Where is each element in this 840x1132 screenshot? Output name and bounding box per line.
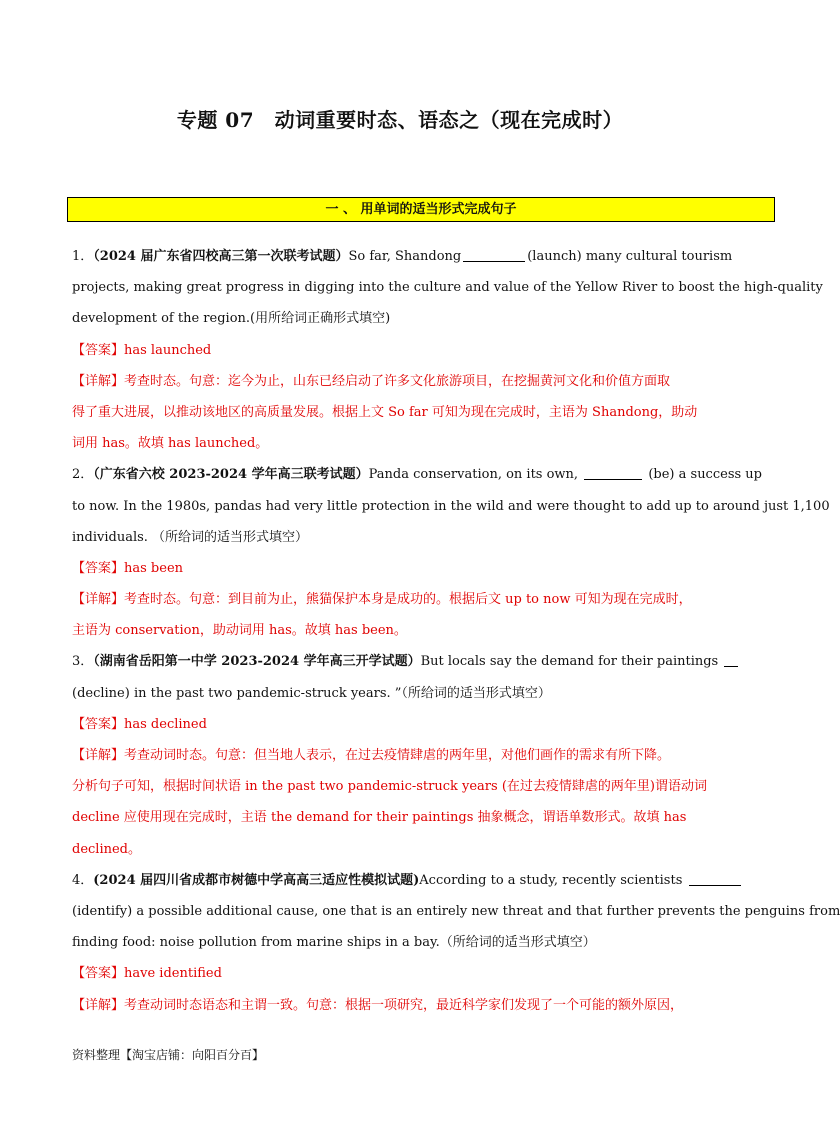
q3-line-2: (decline) in the past two pandemic-struck years. ”（所给词的适当形式填空）	[72, 685, 551, 701]
q4-line-1	[72, 865, 732, 896]
question-list	[72, 241, 840, 1021]
q1-text: (launch) many cultural tourism	[527, 249, 733, 264]
q2-text: (be) a success up	[648, 467, 762, 483]
q4-line-2: (identify) a possible additional cause, one that is an entirely new threat and that further prevents the penguins from	[72, 903, 840, 919]
q2-line-2: to now. In the 1980s, pandas had very little protection in the wild and were thought to add up to around just 1,100	[72, 498, 830, 514]
q1-blank	[463, 247, 525, 262]
q4-answer: 【答案】have identified	[72, 966, 222, 982]
q1-line-2: projects, making great progress in digging into the culture and value of the Yellow River to boost the high-quality	[72, 280, 823, 296]
q4-detail-1: 【详解】考查动词时态语态和主谓一致。句意：根据一项研究，最近科学家们发现了一个可能的额外原因，	[72, 997, 684, 1013]
page-title: 专题 07 动词重要时态、语态之（现在完成时）	[176, 108, 624, 132]
q2-blank	[584, 465, 642, 480]
q4-text: According to a study, recently scientists	[419, 872, 683, 888]
q1-source: （2024 届广东省四校高三第一次联考试题）	[93, 249, 349, 264]
q2-detail-2: 主语为 conservation，助动词用 has。故填 has been。	[72, 623, 407, 639]
footer-note: 资料整理【淘宝店铺：向阳百分百】	[72, 1048, 265, 1062]
q4-blank	[689, 871, 741, 886]
q1-line-1	[72, 241, 732, 272]
q1-text: So far, Shandong	[348, 249, 462, 264]
q2-answer: 【答案】has been	[72, 560, 184, 576]
q3-number: 3．	[72, 654, 94, 670]
q1-detail-3: 词用 has。故填 has launched。	[72, 436, 269, 452]
q2-source: （广东省六校 2023-2024 学年高三联考试题）	[93, 467, 369, 483]
q3-answer: 【答案】has declined	[72, 716, 207, 732]
q3-detail-1: 【详解】考查动词时态。句意：但当地人表示，在过去疫情肆虐的两年里，对他们画作的需求有所下降。	[72, 748, 671, 763]
q3-source: （湖南省岳阳第一中学 2023-2024 学年高三开学试题）	[93, 654, 421, 670]
q4-line-3: finding food: noise pollution from marine ships in a bay.（所给词的适当形式填空）	[72, 935, 596, 951]
q1-number: 1．	[72, 249, 94, 264]
q2-text: Panda conservation, on its own,	[368, 467, 579, 483]
q3-text: But locals say the demand for their paintings	[420, 654, 719, 670]
q3-detail-2: 分析句子可知，根据时间状语 in the past two pandemic-struck years (在过去疫情肆虐的两年里)谓语动词	[72, 779, 707, 795]
q2-line-1	[72, 459, 762, 490]
q4-source: (2024 届四川省成都市树德中学高高三适应性模拟试题)	[93, 872, 420, 888]
section-heading: 一 、 用单词的适当形式完成句子	[67, 197, 775, 222]
q1-answer: 【答案】has launched	[72, 342, 212, 358]
q3-detail-3: decline 应使用现在完成时，主语 the demand for their paintings 抽象概念，谓语单数形式。故填 has	[72, 810, 687, 826]
q2-detail-1: 【详解】考查时态。句意：到目前为止，熊猫保护本身是成功的。根据后文 up to now 可知为现在完成时，	[72, 592, 692, 608]
q3-line-1	[72, 646, 732, 677]
q3-blank	[724, 652, 738, 667]
q1-detail-1: 【详解】考查时态。句意：迄今为止，山东已经启动了许多文化旅游项目，在挖掘黄河文化和价值方面取	[72, 373, 671, 389]
q2-line-3: individuals. （所给词的适当形式填空）	[72, 529, 309, 545]
q1-detail-2: 得了重大进展，以推动该地区的高质量发展。根据上文 So far 可知为现在完成时，主语为 Shandong，助动	[72, 404, 698, 420]
q3-detail-4: declined。	[72, 841, 141, 857]
q1-line-3: development of the region.(用所给词正确形式填空)	[72, 311, 391, 327]
q2-number: 2．	[72, 467, 94, 483]
q4-number: 4．	[72, 872, 94, 888]
